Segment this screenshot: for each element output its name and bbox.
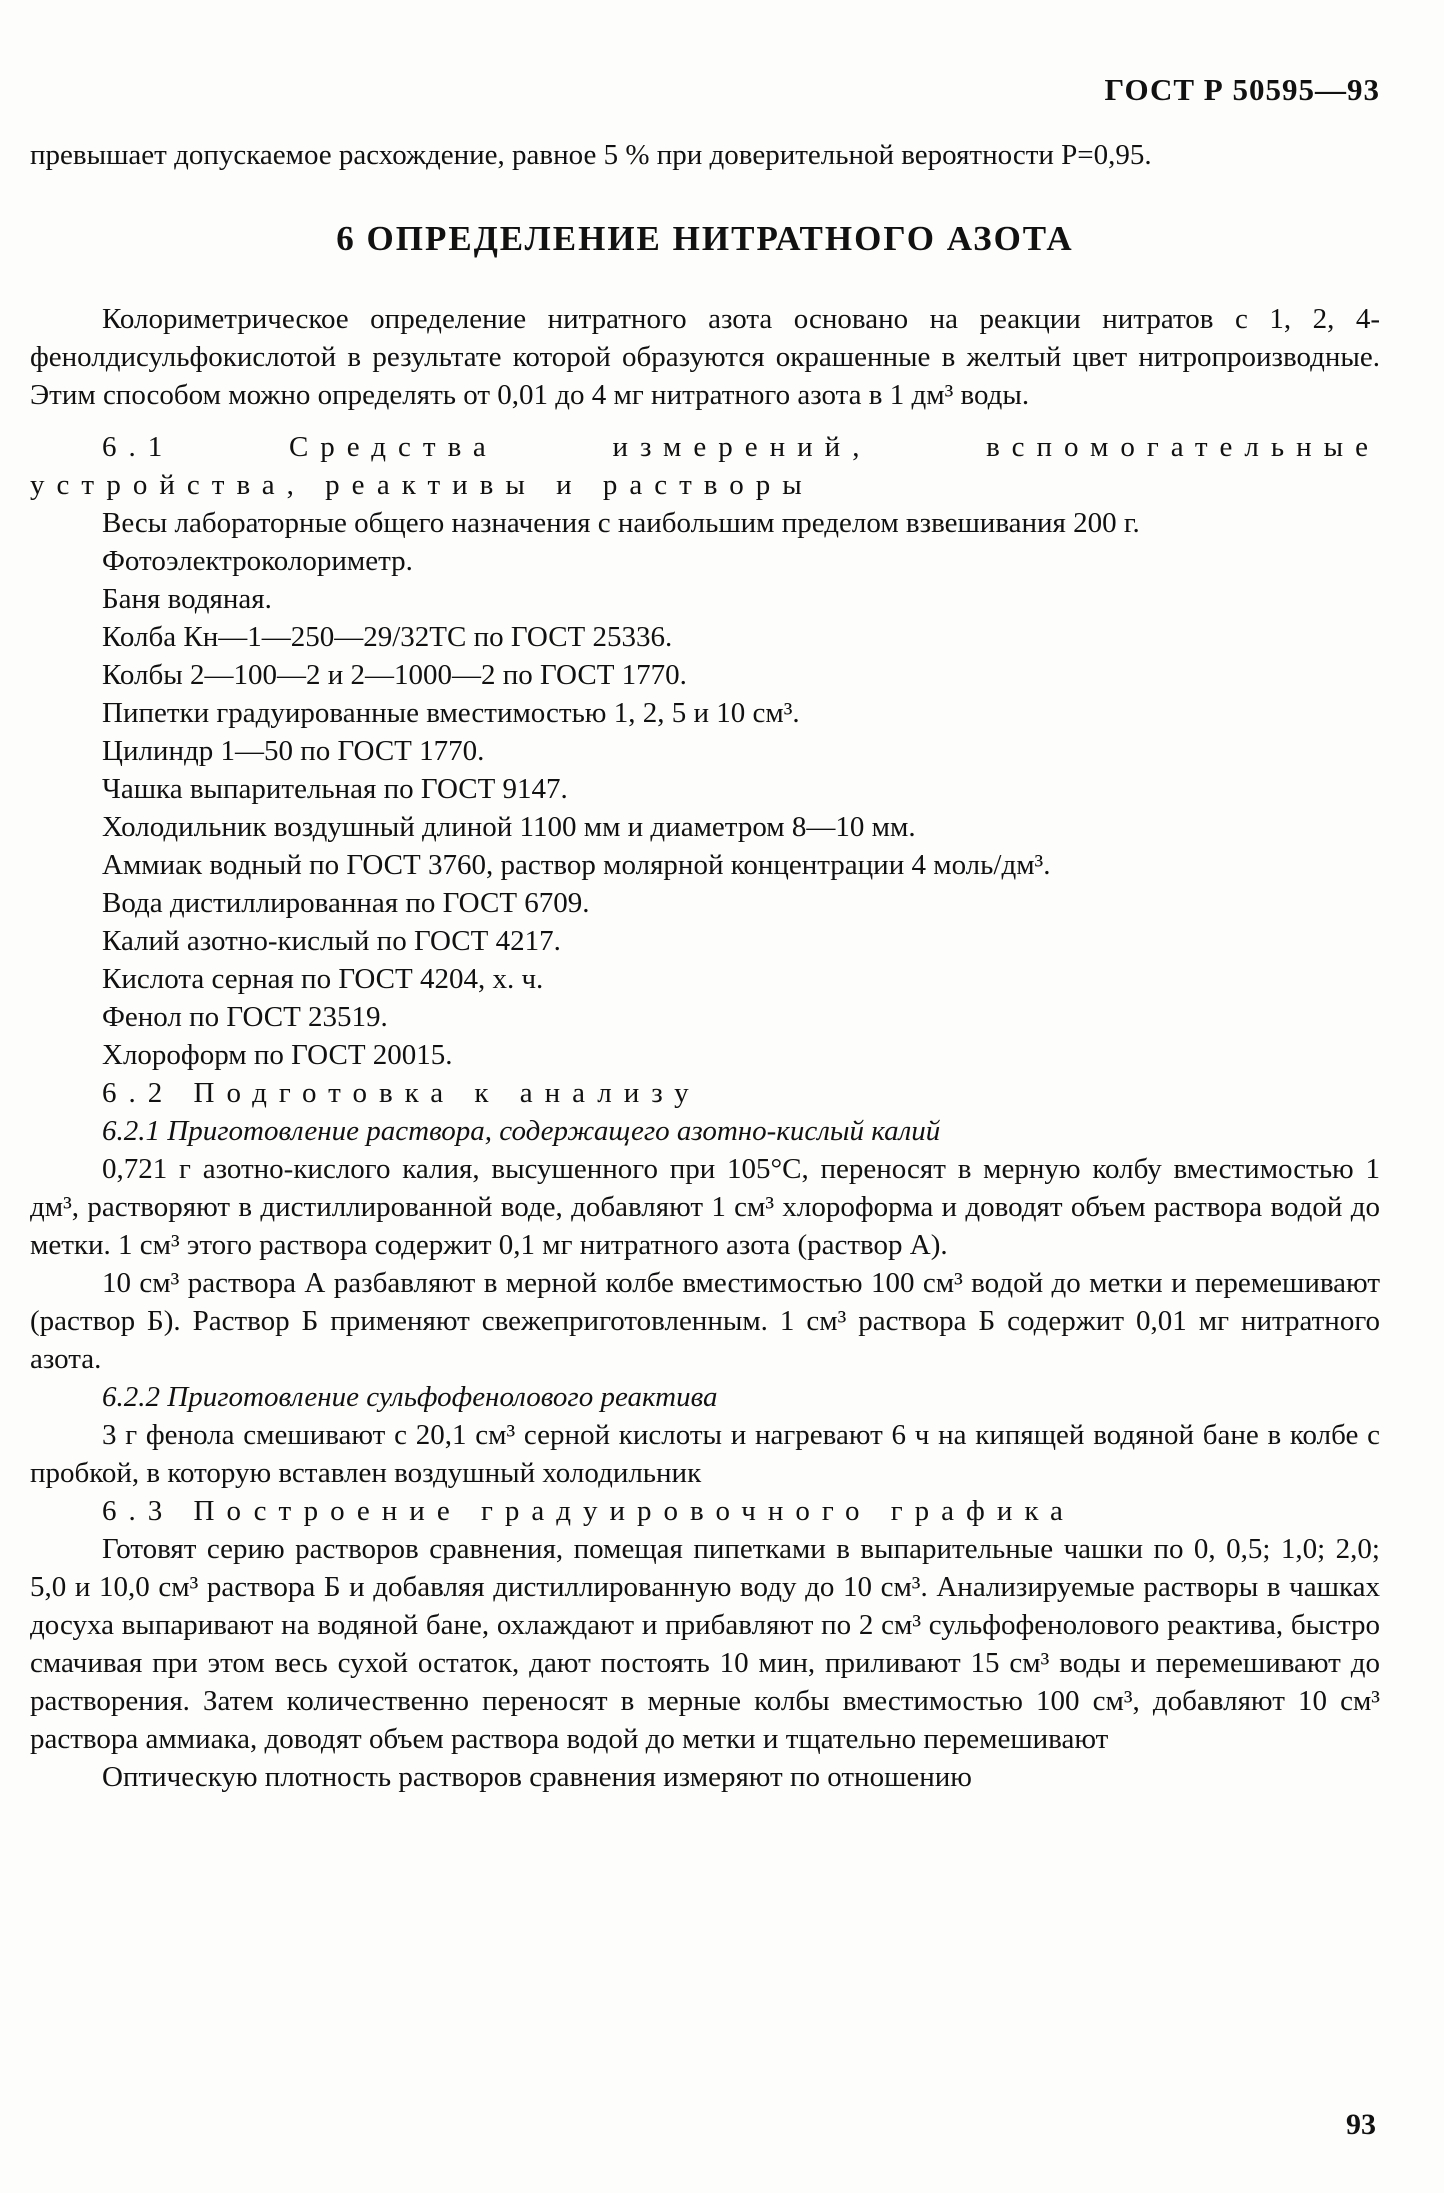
list-item: Чашка выпарительная по ГОСТ 9147.	[102, 773, 568, 805]
list-item: Пипетки градуированные вместимостью 1, 2, 5 и 10 см³.	[102, 697, 800, 729]
list-item: Колба Кн—1—250—29/32ТС по ГОСТ 25336.	[102, 621, 673, 653]
list-item: Аммиак водный по ГОСТ 3760, раствор молярной концентрации 4 моль/дм³.	[102, 849, 1051, 881]
list-item: Холодильник воздушный длиной 1100 мм и диаметром 8—10 мм.	[102, 811, 916, 843]
subsection-6-2-2-title: 6.2.2 Приготовление сульфофенолового реактива	[102, 1381, 718, 1413]
list-item: Фенол по ГОСТ 23519.	[102, 1001, 388, 1033]
subsection-6-2-title: 6.2 Подготовка к анализу	[102, 1077, 701, 1109]
standard-code-header: ГОСТ Р 50595—93	[1104, 72, 1380, 107]
section-title: 6 ОПРЕДЕЛЕНИЕ НИТРАТНОГО АЗОТА	[336, 219, 1074, 258]
paragraph-6-2-1-b: 10 см³ раствора А разбавляют в мерной колбе вместимостью 100 см³ водой до метки и перемешивают (раствор Б). Раствор Б применяют свежеприготовленным. 1 см³ раствора Б содержит 0,01 мг нитратного азота.	[30, 1267, 1380, 1375]
subsection-6-3-title: 6.3 Построение градуировочного графика	[102, 1495, 1075, 1527]
paragraph-6-2-1-a: 0,721 г азотно-кислого калия, высушенного при 105°С, переносят в мерную колбу вместимостью 1 дм³, растворяют в дистиллированной воде, добавляют 1 см³ хлороформа и доводят объем раствора водой до метки. 1 см³ этого раствора содержит 0,1 мг нитратного азота (раствор А).	[30, 1153, 1380, 1261]
list-item: Калий азотно-кислый по ГОСТ 4217.	[102, 925, 561, 957]
subsection-6-2-1-title: 6.2.1 Приготовление раствора, содержащего азотно-кислый калий	[102, 1115, 941, 1147]
list-item: Баня водяная.	[102, 583, 272, 615]
continued-paragraph: превышает допускаемое расхождение, равное 5 % при доверительной вероятности Р=0,95.	[30, 139, 1152, 171]
list-item: Цилиндр 1—50 по ГОСТ 1770.	[102, 735, 485, 767]
equipment-list	[30, 504, 1380, 1074]
list-item: Колбы 2—100—2 и 2—1000—2 по ГОСТ 1770.	[102, 659, 687, 691]
page-number: 93	[1346, 2108, 1376, 2141]
list-item: Фотоэлектроколориметр.	[102, 545, 413, 577]
subsection-6-1-title: 6.1 Средства измерений, вспомогательные устройства, реактивы и растворы	[30, 431, 1380, 501]
paragraph-6-3-b: Оптическую плотность растворов сравнения измеряют по отношению	[102, 1761, 972, 1793]
list-item: Кислота серная по ГОСТ 4204, х. ч.	[102, 963, 544, 995]
paragraph-6-2-2: 3 г фенола смешивают с 20,1 см³ серной кислоты и нагревают 6 ч на кипящей водяной бане в колбе с пробкой, в которую вставлен воздушный холодильник	[30, 1419, 1380, 1489]
intro-paragraph: Колориметрическое определение нитратного азота основано на реакции нитратов с 1, 2, 4-фенолдисульфокислотой в результате которой образуются окрашенные в желтый цвет нитропроизводные. Этим способом можно определять от 0,01 до 4 мг нитратного азота в 1 дм³ воды.	[30, 303, 1380, 411]
page-body	[30, 136, 1380, 1796]
list-item: Хлороформ по ГОСТ 20015.	[102, 1039, 453, 1071]
list-item: Весы лабораторные общего назначения с наибольшим пределом взвешивания 200 г.	[102, 507, 1140, 539]
list-item: Вода дистиллированная по ГОСТ 6709.	[102, 887, 590, 919]
paragraph-6-3-a: Готовят серию растворов сравнения, помещая пипетками в выпарительные чашки по 0, 0,5; 1,0; 2,0; 5,0 и 10,0 см³ раствора Б и добавляя дистиллированную воду до 10 см³. Анализируемые растворы в чашках досуха выпаривают на водяной бане, охлаждают и прибавляют по 2 см³ сульфофенолового реактива, быстро смачивая при этом весь сухой остаток, дают постоять 10 мин, приливают 15 см³ воды и перемешивают до растворения. Затем количественно переносят в мерные колбы вместимостью 100 см³, добавляют 10 см³ раствора аммиака, доводят объем раствора водой до метки и тщательно перемешивают	[30, 1533, 1380, 1755]
